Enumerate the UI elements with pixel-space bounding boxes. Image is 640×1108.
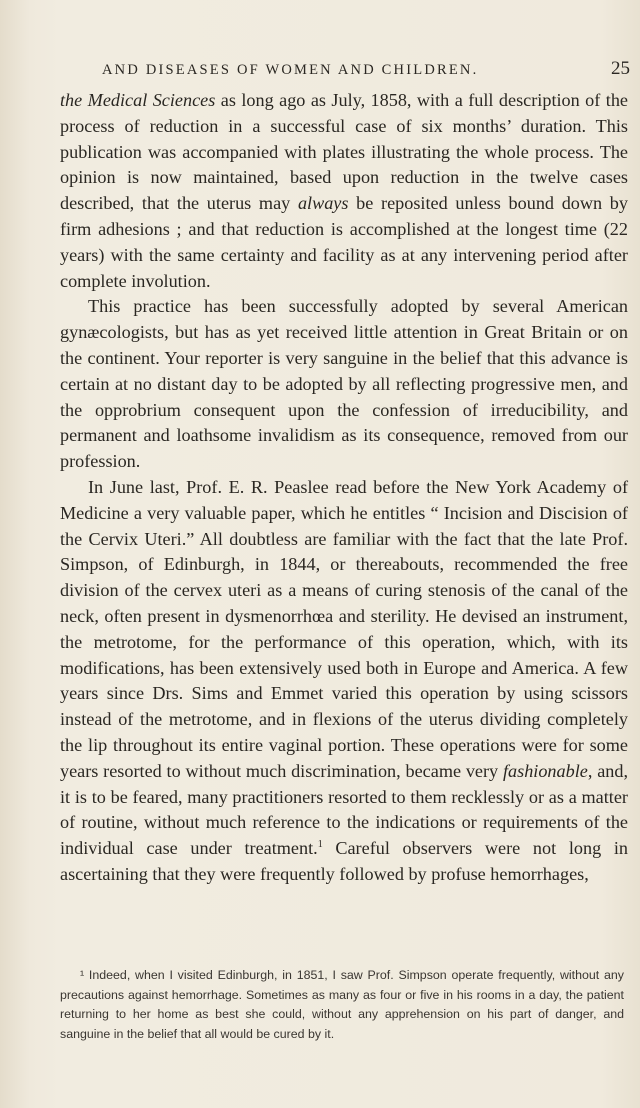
footnote xyxy=(60,966,624,1044)
text-run: be reposited unless bound down by firm adhesions ; and that reduction is accomplished at the longest time (22 years) with the same certainty and facility as at any intervening period after complete involution. xyxy=(60,193,628,291)
text-run: In June last, Prof. E. R. Peaslee read before the New York Academy of Medicine a very valuable paper, which he entitles “ Incision and Discision of the Cervix Uteri.” All doubtless are familiar with the fact that the late Prof. Simpson, of Edinburgh, in 1844, or thereabouts, recommended the free division of the cervex uteri as a means of curing stenosis of the canal of the neck, often present in dysmenorrhœa and sterility. He devised an instrument, the metrotome, for the performance of this operation, which, with its modifications, has been extensively used both in Europe and America. A few years since Drs. Sims and Emmet varied this operation by using scissors instead of the metrotome, and in flexions of the uterus dividing completely the lip throughout its entire vaginal portion. These operations were for some years resorted to without much discrimination, became very xyxy=(60,476,628,781)
italic-text: always xyxy=(297,193,349,214)
footnote-text: Indeed, when I visited Edinburgh, in 1851, I saw Prof. Simpson operate frequently, without any precautions against hemorrhage. Sometimes as many as four or five in his rooms in a day, the patient returning to her home as best she could, without any apprehension on his part of danger, and sanguine in the belief that all would be cured by it. xyxy=(60,968,624,1041)
text-run: Careful observers were not long in ascertaining that they were frequently followed by profuse hemorrhages, xyxy=(60,838,628,884)
italic-text: fashionable xyxy=(502,760,588,781)
running-head: AND DISEASES OF WOMEN AND CHILDREN. xyxy=(102,62,479,78)
paragraph xyxy=(60,475,628,888)
body-text xyxy=(60,88,628,888)
footnote-mark: ¹ xyxy=(80,968,85,982)
italic-text: the Medical Sciences xyxy=(60,90,216,110)
text-run: , and, it is to be feared, many practitioners resorted to them recklessly or as a matter of routine, without much reference to the indications or requirements of the individual case under treatment. xyxy=(60,760,628,859)
paragraph: This practice has been successfully adopted by several American gynæcologists, but has as yet received little attention in Great Britain or on the continent. Your reporter is very sanguine in the belief that this advance is certain at no distant day to be adopted by all reflecting progressive men, and the opprobrium consequent upon the confession of irreducibility, and permanent and loathsome invalidism as its consequence, removed from our profession. xyxy=(60,296,628,472)
page-number: 25 xyxy=(611,58,630,79)
text-run: as long ago as July, 1858, with a full description of the process of reduction in a successful case of six months’ duration. This publication was accompanied with plates illustrating the whole process. The opinion is now maintained, based upon reduction in the twelve cases described, that the uterus may xyxy=(60,90,628,214)
footnote-paragraph xyxy=(60,966,624,1044)
footnote-reference: 1 xyxy=(317,839,323,851)
paragraph xyxy=(60,88,628,294)
page-header xyxy=(60,58,636,86)
